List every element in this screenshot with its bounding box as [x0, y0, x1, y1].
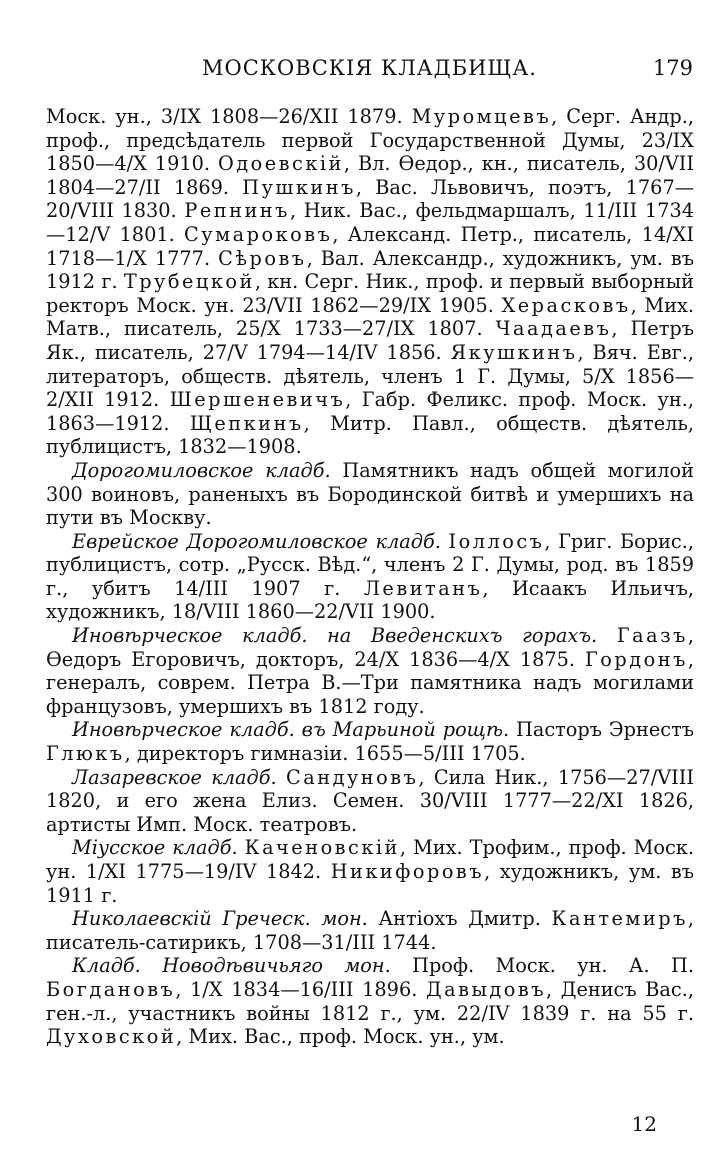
- paragraph-vagankovo-continued: [46, 105, 694, 459]
- text-run: , Ѳедоръ Егоровичъ, докторъ, 24/X 1836—4/X 1875.: [46, 624, 695, 671]
- body-text: [46, 105, 694, 1049]
- paragraph-dorogomilovo: [46, 459, 694, 530]
- cemetery-name: Еврейское Дорогомиловское кладб.: [72, 529, 441, 553]
- cemetery-name: Николаевскій Греческ. мон.: [72, 907, 368, 931]
- surname: Пушкинъ: [242, 175, 356, 199]
- cemetery-name: Лазаревское кладб.: [72, 765, 277, 789]
- text-run: , писатель-сатирикъ, 1708—31/III 1744.: [46, 907, 694, 954]
- paragraph-nikolaevsky-greek: [46, 907, 694, 954]
- surname: Херасковъ: [501, 293, 631, 317]
- text-run: [238, 836, 245, 859]
- text-run: , кн. Серг. Ник., проф. и первый выборный ректоръ Моск. ун. 23/VII 1862—29/IX 1905.: [46, 270, 694, 317]
- text-run: [597, 624, 617, 647]
- surname: Гордонъ: [585, 647, 688, 671]
- text-run: , Митр. Павл., обществ. дѣятель, публицистъ, 1832—1908.: [46, 411, 694, 459]
- text-run: Проф. Моск. ун. А. П.: [390, 954, 694, 978]
- surname: Сѣровъ: [218, 246, 307, 270]
- cemetery-name: Дорогомиловское кладб.: [72, 458, 331, 482]
- text-run: Антіохъ Дмитр.: [367, 907, 552, 931]
- text-run: , Александ. Петр., писатель, 14/XI 1718—1/X 1777.: [46, 222, 694, 270]
- surname: Сумароковъ: [184, 222, 333, 246]
- text-run: , Вл. Ѳедор., кн., писатель, 30/VII 1804—27/II 1869.: [46, 152, 695, 199]
- surname: Давыдовъ: [426, 977, 546, 1001]
- text-run: , Исаакъ Ильичъ, художникъ, 18/VIII 1860—22/VII 1900.: [46, 576, 694, 624]
- surname: Богдановъ: [46, 977, 176, 1001]
- text-run: , Вал. Александр., художникъ, ум. въ 1912 г.: [46, 246, 694, 294]
- text-run: , Вяч. Евг., литераторъ, обществ. дѣятель, членъ 1 Г. Думы, 5/X 1856—2/XII 1912.: [46, 340, 694, 412]
- surname: Кантемиръ: [551, 907, 688, 931]
- surname: Муромцевъ: [411, 105, 552, 128]
- text-run: , Габр. Феликс. проф. Моск. ун., 1863—1912.: [46, 388, 694, 435]
- surname: Репнинъ: [184, 199, 290, 223]
- text-run: , генералъ, соврем. Петра В.—Три памятника надъ могилами французовъ, умершихъ въ 1812 году.: [46, 647, 694, 718]
- text-run: [441, 530, 449, 553]
- text-run: Пасторъ Эрнестъ: [509, 718, 695, 742]
- text-run: , художникъ, ум. въ 1911 г.: [46, 860, 694, 907]
- text-run: , Ник. Вас., фельдмаршалъ, 11/III 1734—12/V 1801.: [46, 199, 695, 246]
- text-run: , Мих. Матв., писатель, 25/X 1733—27/IX 1807.: [46, 293, 694, 341]
- surname: Щепкинъ: [189, 411, 304, 435]
- surname: Шершеневичъ: [169, 388, 346, 412]
- text-run: Памятникъ надъ общей могилой 300 воиновъ, раненыхъ въ Бородинской битвѣ и умершихъ на пути въ Москву.: [46, 458, 694, 530]
- running-head: МОСКОВСКІЯ КЛАДБИЩА.: [202, 56, 537, 80]
- surname: Каченовскій: [244, 836, 400, 860]
- text-run: [277, 766, 286, 789]
- text-run: , Сила Ник., 1756—27/VIII 1820, и его жена Елиз. Семен. 30/VIII 1777—22/XI 1826, артисты Имп. Моск. театровъ.: [46, 765, 694, 836]
- cemetery-name: Кладб. Новодѣвичьяго мон.: [72, 954, 391, 978]
- text-run: , директоръ гимназіи. 1655—5/III 1705.: [124, 742, 526, 766]
- surname: Гаазъ: [616, 624, 688, 648]
- text-run: , Вас. Львовичъ, поэтъ, 1767—20/VIII 1830.: [46, 175, 695, 223]
- surname: Духовской: [46, 1025, 177, 1049]
- surname: Чаадаевъ: [495, 317, 612, 341]
- paragraph-miusskoe: [46, 836, 694, 907]
- surname: Никифоровъ: [330, 860, 485, 883]
- paragraph-novodevichy: [46, 954, 694, 1048]
- text-run: , Мих. Вас., проф. Моск. ун., ум.: [176, 1025, 505, 1049]
- text-run: , Петръ Як., писатель, 27/V 1794—14/IV 1856.: [46, 317, 694, 364]
- paragraph-maryina-roshcha: [46, 718, 694, 765]
- surname: Одоевскій: [217, 152, 344, 176]
- surname: Сандуновъ: [285, 765, 419, 789]
- text-run: , 1/X 1834—16/III 1896.: [175, 977, 426, 1001]
- text-run: Моск. ун., 3/IX 1808—26/XII 1879.: [46, 105, 412, 128]
- text-run: , Серг. Андр., проф., предсѣдатель первой Государственной Думы, 23/IX 1850—4/X 1910.: [46, 105, 694, 176]
- surname: Глюкъ: [46, 742, 125, 766]
- text-run: , Денисъ Вас., ген.-л., участникъ войны 1812 г., ум. 22/IV 1839 г. на 55 г.: [46, 977, 694, 1025]
- paragraph-lazarevskoe: [46, 766, 694, 837]
- cemetery-name: Иновѣрческое кладб. въ Марьиной рощѣ.: [72, 718, 510, 742]
- surname: Іоллосъ: [448, 529, 545, 553]
- surname: Якушкинъ: [450, 340, 578, 364]
- text-run: , Мих. Трофим., проф. Моск. ун. 1/XI 1775—19/IV 1842.: [46, 836, 694, 883]
- text-run: , Григ. Борис., публицистъ, сотр. „Русск. Вѣд.“, членъ 2 Г. Думы, род. въ 1859 г., убитъ 14/III 1907 г.: [46, 529, 694, 600]
- paragraph-vvedenskie-gory: [46, 624, 694, 718]
- surname: Трубецкой: [123, 270, 255, 294]
- cemetery-name: Міусское кладб.: [72, 836, 238, 860]
- surname: Левитанъ: [363, 576, 483, 600]
- cemetery-name: Иновѣрческое кладб. на Введенскихъ горахъ.: [72, 624, 598, 648]
- printer-signature-mark: 12: [631, 1112, 657, 1136]
- page-number: 179: [652, 56, 693, 80]
- page-header: [46, 56, 693, 90]
- paragraph-jewish-dorogomilovo: [46, 530, 694, 624]
